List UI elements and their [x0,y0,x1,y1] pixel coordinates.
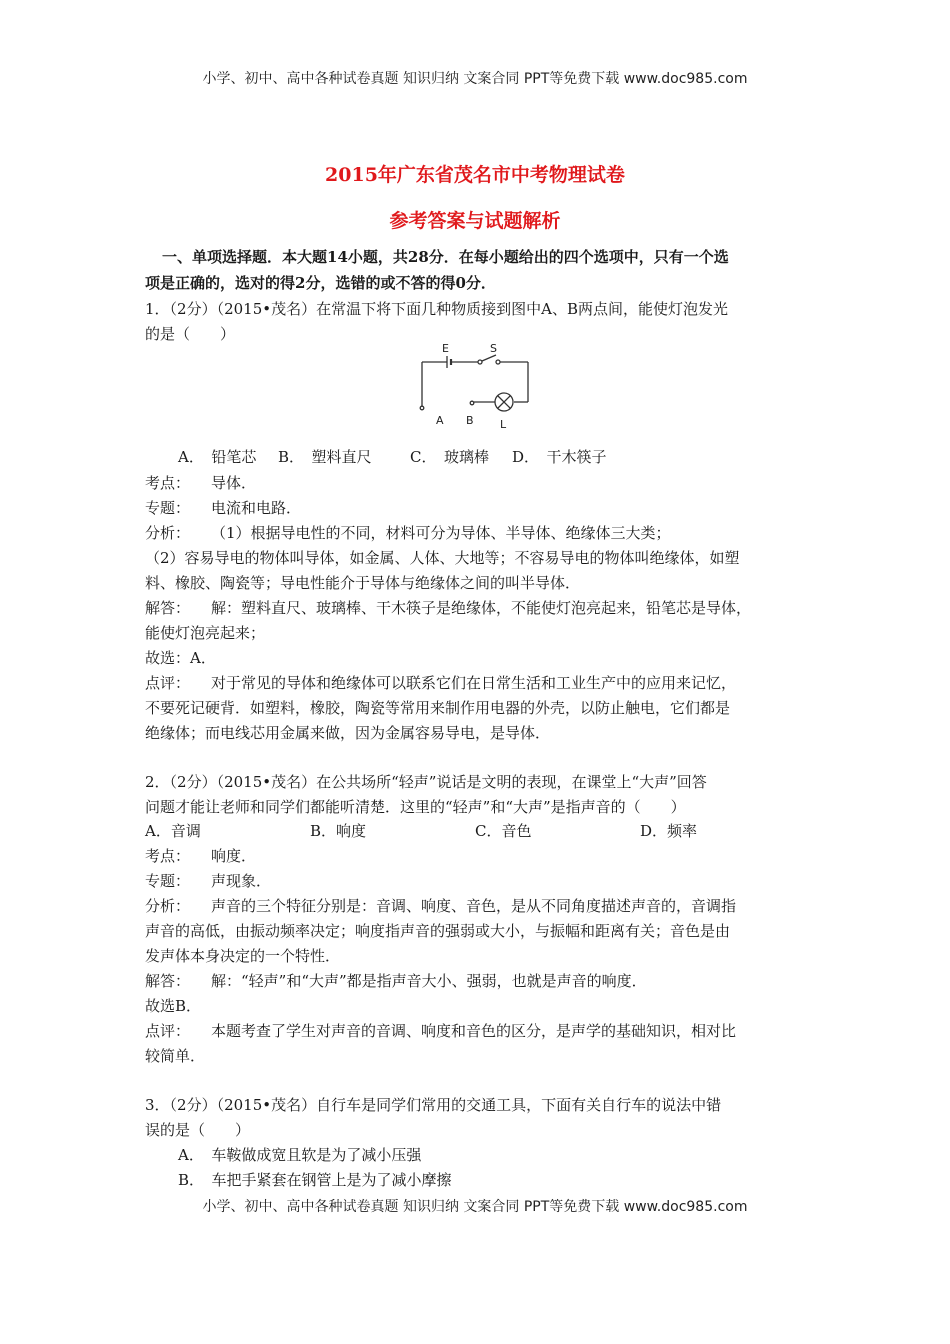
q1-fenxi-label: 分析： [145,524,191,542]
switch-contact-left [478,360,482,364]
q2-dianping-label: 点评： [145,1022,191,1040]
q1-answer: 故选：A． [145,649,216,667]
q2-fenxi-label: 分析： [145,897,191,915]
q1-fenxi-line3: 料、橡胶、陶瓷等；导电性能介于导体与绝缘体之间的叫半导体． [145,574,581,592]
q1-option-d: D． 干木筷子 [512,448,607,466]
q1-stem-line2: 的是（ ） [145,325,236,343]
q3-option-b: B． 车把手紧套在钢管上是为了减小摩擦 [178,1171,452,1189]
q1-stem-line1: 1．（2分）（2015•茂名）在常温下将下面几种物质接到图中A、B两点间，能使灯泡发光 [145,300,728,318]
section-heading-line1: 一、单项选择题．本大题14小题，共28分．在每小题给出的四个选项中，只有一个选 [162,248,729,266]
q3-stem-line1: 3．（2分）（2015•茂名）自行车是同学们常用的交通工具，下面有关自行车的说法中错 [145,1096,722,1114]
q2-option-d: D．频率 [640,822,698,840]
q1-dianping-line1: 对于常见的导体和绝缘体可以联系它们在日常生活和工业生产中的应用来记忆， [211,674,737,692]
q1-jieda-line1: 解：塑料直尺、玻璃棒、干木筷子是绝缘体，不能使灯泡亮起来，铅笔芯是导体， [211,599,752,617]
label-b: B [466,414,474,427]
q1-dianping-line3: 绝缘体；而电线芯用金属来做，因为金属容易导电，是导体． [145,724,551,742]
q2-kaodian: 响度． [211,847,257,865]
q1-kaodian-label: 考点： [145,474,191,492]
label-a: A [436,414,444,427]
q1-zhuanti-label: 专题： [145,499,191,517]
switch-contact-right [496,360,500,364]
q2-fenxi-line1: 声音的三个特征分别是：音调、响度、音色，是从不同角度描述声音的，音调指 [211,897,737,915]
q2-option-c: C．音色 [475,822,532,840]
q2-options [145,820,697,841]
q1-option-a: A． 铅笔芯 [178,448,257,466]
q1-option-b: B． 塑料直尺 [278,448,372,466]
q2-kaodian-label: 考点： [145,847,191,865]
q2-zhuanti-label: 专题： [145,872,191,890]
q2-fenxi-line3: 发声体本身决定的一个特性． [145,947,341,965]
q1-jieda-line2: 能使灯泡亮起来； [145,624,266,642]
page-subtitle: 参考答案与试题解析 [389,210,561,232]
q2-dianping-line1: 本题考查了学生对声音的音调、响度和音色的区分，是声学的基础知识，相对比 [211,1022,737,1040]
q1-zhuanti: 电流和电路． [211,499,302,517]
q2-dianping-line2: 较简单． [145,1047,206,1065]
q2-stem-line1: 2．（2分）（2015•茂名）在公共场所“轻声”说话是文明的表现，在课堂上“大声”回答 [145,773,707,791]
q2-option-a: A．音调 [145,822,201,840]
q2-jieda-label: 解答： [145,972,191,990]
q2-jieda-line1: 解：“轻声”和“大声”都是指声音大小、强弱，也就是声音的响度． [211,972,647,990]
q3-stem-line2: 误的是（ ） [145,1121,251,1139]
q2-fenxi-line2: 声音的高低，由振动频率决定；响度指声音的强弱或大小，与振幅和距离有关；音色是由 [145,922,731,940]
q1-options [178,446,607,467]
page-header: 小学、初中、高中各种试卷真题 知识归纳 文案合同 PPT等免费下载 www.doc985.com [202,71,748,87]
q2-zhuanti: 声现象． [211,872,272,890]
page-footer: 小学、初中、高中各种试卷真题 知识归纳 文案合同 PPT等免费下载 www.doc985.com [202,1199,748,1215]
q1-fenxi-line2: （2）容易导电的物体叫导体，如金属、人体、大地等；不容易导电的物体叫绝缘体，如塑 [145,549,740,567]
terminal-a [420,406,424,410]
switch-blade [482,355,496,361]
terminal-b [470,401,474,405]
q1-dianping-label: 点评： [145,674,191,692]
q3-option-a: A． 车鞍做成宽且软是为了减小压强 [178,1146,422,1164]
q2-option-b: B．响度 [310,822,367,840]
label-s: S [490,342,497,355]
section-heading-line2: 项是正确的，选对的得2分，选错的或不答的得0分． [145,274,496,292]
q1-jieda-label: 解答： [145,599,191,617]
q1-fenxi-line1: （1）根据导电性的不同，材料可分为导体、半导体、绝缘体三大类； [211,524,671,542]
q1-dianping-line2: 不要死记硬背．如塑料，橡胶，陶瓷等常用来制作用电器的外壳，以防止触电，它们都是 [145,699,731,717]
q1-option-c: C． 玻璃棒 [410,448,489,466]
label-l: L [500,418,507,431]
q2-stem-line2: 问题才能让老师和同学们都能听清楚．这里的“轻声”和“大声”是指声音的（ ） [145,798,686,816]
label-e: E [442,342,449,355]
q1-kaodian: 导体． [211,474,257,492]
page-title: 2015年广东省茂名市中考物理试卷 [325,164,625,186]
circuit-diagram [410,340,540,432]
q2-answer: 故选B． [145,997,202,1015]
